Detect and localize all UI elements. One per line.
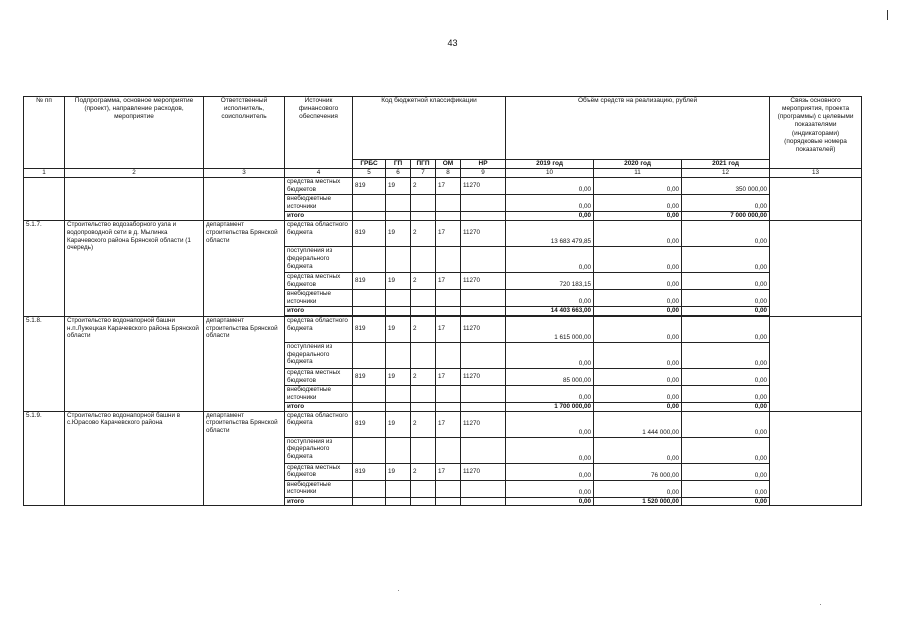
value-2019: 85 000,00 xyxy=(506,368,594,385)
scan-speck xyxy=(398,590,399,591)
code-pgp: 2 xyxy=(411,411,436,437)
code-om: 17 xyxy=(436,272,461,289)
col-number: 2 xyxy=(65,169,204,178)
source-label: поступления из федерального бюджета xyxy=(285,246,353,272)
measure-name: Строительство водозаборного узла и водопроводной сети в д. Мылинка Карачевского района Брянской области (1 очередь) xyxy=(65,220,204,316)
value-2019: 720 183,15 xyxy=(506,272,594,289)
total-2021: 0,00 xyxy=(682,306,770,315)
col-number: 10 xyxy=(506,169,594,178)
source-label: итого xyxy=(285,211,353,220)
col-number: 9 xyxy=(461,169,506,178)
table-row xyxy=(24,220,862,246)
value-2021: 0,00 xyxy=(682,342,770,368)
source-label: средства областного бюджета xyxy=(285,411,353,437)
col-number: 3 xyxy=(204,169,285,178)
total-2020: 1 520 000,00 xyxy=(594,497,682,506)
header-source: Источник финансового обеспечения xyxy=(285,97,353,169)
source-label: итого xyxy=(285,402,353,411)
total-2021: 7 000 000,00 xyxy=(682,211,770,220)
source-label: внебюджетные источники xyxy=(285,385,353,402)
value-2021: 0,00 xyxy=(682,411,770,437)
total-2019: 0,00 xyxy=(506,497,594,506)
code-grbs: 819 xyxy=(353,272,386,289)
col-number: 12 xyxy=(682,169,770,178)
value-2019: 0,00 xyxy=(506,385,594,402)
value-2019: 0,00 xyxy=(506,177,594,194)
value-2021: 0,00 xyxy=(682,194,770,211)
code-grbs: 819 xyxy=(353,368,386,385)
budget-table xyxy=(23,96,862,506)
header-volume: Объём средств на реализацию, рублей xyxy=(506,97,770,160)
table-row xyxy=(24,177,862,194)
value-2019: 0,00 xyxy=(506,342,594,368)
header-pgp: ПГП xyxy=(411,160,436,169)
value-2021: 350 000,00 xyxy=(682,177,770,194)
value-2019: 13 683 479,85 xyxy=(506,220,594,246)
header-gp: ГП xyxy=(386,160,411,169)
source-label: поступления из федерального бюджета xyxy=(285,437,353,463)
code-pgp: 2 xyxy=(411,220,436,246)
measure-number: 5.1.9. xyxy=(24,411,65,506)
total-2021: 0,00 xyxy=(682,497,770,506)
measure-executor: департамент строительства Брянской области xyxy=(204,411,285,506)
measure-number: 5.1.7. xyxy=(24,220,65,316)
code-gp: 19 xyxy=(386,220,411,246)
measure-executor: департамент строительства Брянской области xyxy=(204,316,285,411)
code-gp: 19 xyxy=(386,411,411,437)
code-pgp: 2 xyxy=(411,177,436,194)
measure-number: 5.1.8. xyxy=(24,316,65,411)
source-label: средства местных бюджетов xyxy=(285,272,353,289)
value-2019: 0,00 xyxy=(506,411,594,437)
value-2020: 0,00 xyxy=(594,316,682,342)
code-pgp: 2 xyxy=(411,463,436,480)
value-2020: 0,00 xyxy=(594,289,682,306)
value-2020: 0,00 xyxy=(594,368,682,385)
value-2021: 0,00 xyxy=(682,463,770,480)
value-2019: 0,00 xyxy=(506,437,594,463)
value-2020: 0,00 xyxy=(594,220,682,246)
page-number: 43 xyxy=(447,38,458,48)
code-om: 17 xyxy=(436,368,461,385)
edge-mark xyxy=(887,10,888,20)
value-2021: 0,00 xyxy=(682,368,770,385)
total-2019: 0,00 xyxy=(506,211,594,220)
col-number: 4 xyxy=(285,169,353,178)
header-grbs: ГРБС xyxy=(353,160,386,169)
header-executor: Ответственный исполнитель, соисполнитель xyxy=(204,97,285,169)
source-label: средства областного бюджета xyxy=(285,316,353,342)
col-number: 8 xyxy=(436,169,461,178)
code-nr: 11270 xyxy=(461,272,506,289)
col-number: 1 xyxy=(24,169,65,178)
measure-executor: департамент строительства Брянской области xyxy=(204,220,285,316)
code-grbs: 819 xyxy=(353,316,386,342)
value-2020: 0,00 xyxy=(594,272,682,289)
source-label: средства местных бюджетов xyxy=(285,463,353,480)
value-2020: 0,00 xyxy=(594,437,682,463)
header-2019: 2019 год xyxy=(506,160,594,169)
code-grbs: 819 xyxy=(353,220,386,246)
source-label: поступления из федерального бюджета xyxy=(285,342,353,368)
code-gp: 19 xyxy=(386,463,411,480)
total-2020: 0,00 xyxy=(594,306,682,315)
code-grbs: 819 xyxy=(353,463,386,480)
code-gp: 19 xyxy=(386,368,411,385)
value-2020: 0,00 xyxy=(594,385,682,402)
source-label: внебюджетные источники xyxy=(285,480,353,497)
header-2020: 2020 год xyxy=(594,160,682,169)
code-om: 17 xyxy=(436,463,461,480)
col-number: 5 xyxy=(353,169,386,178)
header-nr: НР xyxy=(461,160,506,169)
value-2021: 0,00 xyxy=(682,246,770,272)
value-2020: 0,00 xyxy=(594,342,682,368)
total-2021: 0,00 xyxy=(682,402,770,411)
value-2021: 0,00 xyxy=(682,480,770,497)
code-nr: 11270 xyxy=(461,177,506,194)
value-2021: 0,00 xyxy=(682,272,770,289)
source-label: средства местных бюджетов xyxy=(285,177,353,194)
col-number: 7 xyxy=(411,169,436,178)
code-om: 17 xyxy=(436,177,461,194)
value-2020: 0,00 xyxy=(594,480,682,497)
value-2021: 0,00 xyxy=(682,220,770,246)
header-link: Связь основного мероприятия, проекта (программы) с целевыми показателями (индикаторами) (порядковые номера показателей) xyxy=(770,97,862,169)
code-om: 17 xyxy=(436,220,461,246)
header-om: ОМ xyxy=(436,160,461,169)
col-number: 11 xyxy=(594,169,682,178)
value-2019: 0,00 xyxy=(506,194,594,211)
code-gp: 19 xyxy=(386,272,411,289)
table-row xyxy=(24,316,862,342)
source-label: итого xyxy=(285,497,353,506)
code-nr: 11270 xyxy=(461,411,506,437)
header-2021: 2021 год xyxy=(682,160,770,169)
header-budget-class: Код бюджетной классификации xyxy=(353,97,506,160)
code-nr: 11270 xyxy=(461,368,506,385)
code-nr: 11270 xyxy=(461,316,506,342)
code-pgp: 2 xyxy=(411,368,436,385)
scan-speck xyxy=(820,604,821,605)
value-2021: 0,00 xyxy=(682,437,770,463)
code-om: 17 xyxy=(436,411,461,437)
code-pgp: 2 xyxy=(411,272,436,289)
value-2021: 0,00 xyxy=(682,316,770,342)
value-2019: 1 615 000,00 xyxy=(506,316,594,342)
source-label: внебюджетные источники xyxy=(285,194,353,211)
value-2021: 0,00 xyxy=(682,289,770,306)
value-2020: 0,00 xyxy=(594,246,682,272)
source-label: средства местных бюджетов xyxy=(285,368,353,385)
code-nr: 11270 xyxy=(461,220,506,246)
measure-name: Строительство водонапорной башни в с.Юрасово Карачевского района xyxy=(65,411,204,506)
col-number: 13 xyxy=(770,169,862,178)
code-grbs: 819 xyxy=(353,411,386,437)
source-label: средства областного бюджета xyxy=(285,220,353,246)
code-pgp: 2 xyxy=(411,316,436,342)
header-measure: Подпрограмма, основное мероприятие (проект), направление расходов, мероприятие xyxy=(65,97,204,169)
code-om: 17 xyxy=(436,316,461,342)
code-gp: 19 xyxy=(386,316,411,342)
source-label: итого xyxy=(285,306,353,315)
total-2020: 0,00 xyxy=(594,211,682,220)
value-2019: 0,00 xyxy=(506,480,594,497)
value-2020: 76 000,00 xyxy=(594,463,682,480)
table-row xyxy=(24,411,862,437)
total-2019: 1 700 000,00 xyxy=(506,402,594,411)
header-number: № пп xyxy=(24,97,65,169)
value-2019: 0,00 xyxy=(506,289,594,306)
code-nr: 11270 xyxy=(461,463,506,480)
code-gp: 19 xyxy=(386,177,411,194)
measure-name: Строительство водонапорной башни н.п.Лужецкая Карачевского района Брянской области xyxy=(65,316,204,411)
source-label: внебюджетные источники xyxy=(285,289,353,306)
value-2021: 0,00 xyxy=(682,385,770,402)
value-2020: 0,00 xyxy=(594,177,682,194)
value-2020: 0,00 xyxy=(594,194,682,211)
code-grbs: 819 xyxy=(353,177,386,194)
total-2020: 0,00 xyxy=(594,402,682,411)
value-2019: 0,00 xyxy=(506,246,594,272)
total-2019: 14 403 663,00 xyxy=(506,306,594,315)
value-2019: 0,00 xyxy=(506,463,594,480)
col-number: 6 xyxy=(386,169,411,178)
value-2020: 1 444 000,00 xyxy=(594,411,682,437)
